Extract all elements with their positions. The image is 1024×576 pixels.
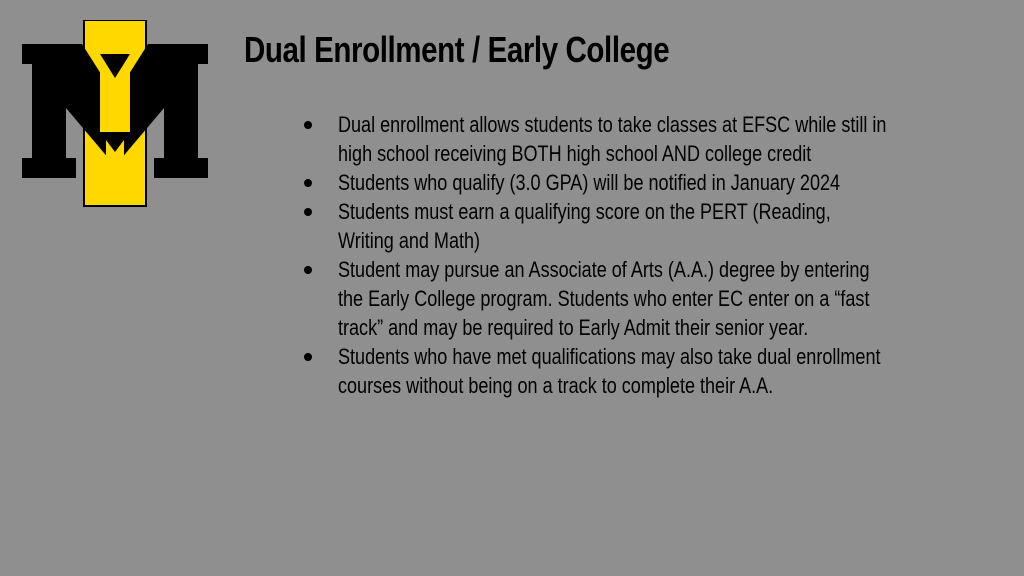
- bullet-dot-icon: [304, 353, 312, 361]
- bullet-dot-icon: [304, 121, 312, 129]
- bullet-item: [300, 168, 900, 197]
- bullet-list: [300, 110, 900, 400]
- bullet-text: Students must earn a qualifying score on the PERT (Reading, Writing and Math): [338, 199, 831, 253]
- bullet-item: [300, 255, 900, 342]
- bullet-item: [300, 197, 900, 255]
- slide-title: Dual Enrollment / Early College: [244, 29, 670, 70]
- bullet-dot-icon: [304, 266, 312, 274]
- bullet-item: [300, 110, 900, 168]
- bullet-text: Students who have met qualifications may also take dual enrollment courses without being on a track to complete their A.A.: [338, 344, 881, 398]
- bullet-text: Dual enrollment allows students to take classes at EFSC while still in high school receiving BOTH high school AND college credit: [338, 112, 887, 166]
- bullet-item: [300, 342, 900, 400]
- bullet-text: Student may pursue an Associate of Arts (A.A.) degree by entering the Early College program. Students who enter EC enter on a “fast track” and may be required to Early Admit their senior year.: [338, 257, 870, 340]
- bullet-text: Students who qualify (3.0 GPA) will be notified in January 2024: [338, 170, 841, 195]
- block-m-logo-icon: [20, 20, 210, 210]
- bullet-dot-icon: [304, 179, 312, 187]
- bullet-dot-icon: [304, 208, 312, 216]
